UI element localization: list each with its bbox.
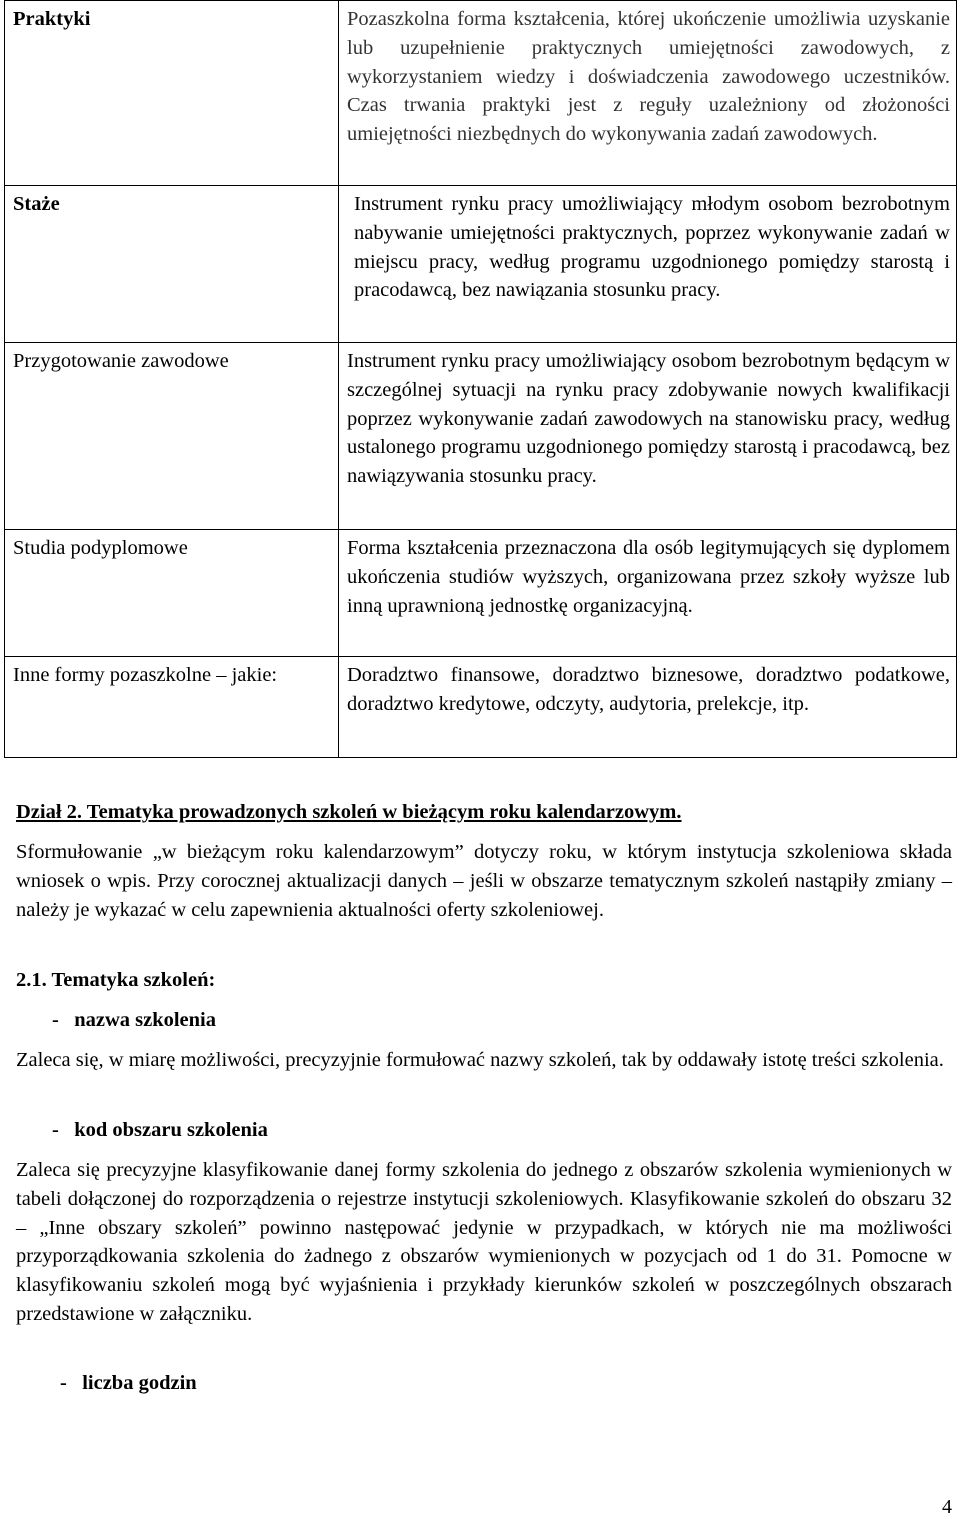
definition-cell: Doradztwo finansowe, doradztwo biznesowe, doradztwo podatkowe, doradztwo kredytowe, odczyty, audytoria, prelekcje, itp. bbox=[339, 657, 957, 758]
section-heading: Dział 2. Tematyka prowadzonych szkoleń w bieżącym roku kalendarzowym. bbox=[16, 801, 682, 823]
paragraph-nazwa: Zaleca się, w miarę możliwości, precyzyjnie formułować nazwy szkoleń, tak by oddawały istotę treści szkolenia. bbox=[16, 1049, 944, 1071]
definition-cell: Forma kształcenia przeznaczona dla osób legitymujących się dyplomem ukończenia studiów wyższych, organizowana przez szkoły wyższe lub inną uprawnioną jednostkę organizacyjną. bbox=[339, 530, 957, 657]
table-row bbox=[5, 186, 957, 343]
term-cell: Studia podyplomowe bbox=[5, 530, 339, 657]
definition-cell: Pozaszkolna forma kształcenia, której ukończenie umożliwia uzyskanie lub uzupełnienie praktycznych umiejętności zawodowych, z wykorzystaniem wiedzy i doświadczenia zawodowego uczestników. Czas trwania praktyki jest z reguły uzależniony od złożoności umiejętności niezbędnych do wykonywania zadań zawodowych. bbox=[339, 1, 957, 186]
definitions-table bbox=[4, 0, 957, 758]
definition-cell: Instrument rynku pracy umożliwiający osobom bezrobotnym będącym w szczególnej sytuacji na rynku pracy zdobywanie nowych kwalifikacji poprzez wykonywanie zadań zawodowych na stanowisku pracy, według ustalonego programu uzgodnionego pomiędzy starostą i pracodawcą, bez nawiązywania stosunku pracy. bbox=[339, 343, 957, 530]
table-row bbox=[5, 1, 957, 186]
definition-cell: Instrument rynku pracy umożliwiający młodym osobom bezrobotnym nabywanie umiejętności praktycznych, poprzez wykonywanie zadań w miejscu pracy, według programu uzgodnionego pomiędzy starostą i pracodawcą, bez nawiązania stosunku pracy. bbox=[339, 186, 957, 343]
term-cell: Staże bbox=[5, 186, 339, 343]
bullet-liczba-godzin: - liczba godzin bbox=[60, 1372, 197, 1394]
page-number: 4 bbox=[942, 1496, 952, 1518]
term-cell: Inne formy pozaszkolne – jakie: bbox=[5, 657, 339, 758]
subsection-heading: 2.1. Tematyka szkoleń: bbox=[16, 969, 216, 991]
bullet-kod-obszaru: - kod obszaru szkolenia bbox=[52, 1119, 268, 1141]
term-cell: Przygotowanie zawodowe bbox=[5, 343, 339, 530]
term-cell: Praktyki bbox=[5, 1, 339, 186]
table-row bbox=[5, 343, 957, 530]
section-intro: Sformułowanie „w bieżącym roku kalendarzowym” dotyczy roku, w którym instytucja szkoleniowa składa wniosek o wpis. Przy corocznej aktualizacji danych – jeśli w obszarze tematycznym szkoleń nastąpiły zmiany – należy je wykazać w celu zapewnienia aktualności oferty szkoleniowej. bbox=[16, 841, 952, 921]
bullet-nazwa-szkolenia: - nazwa szkolenia bbox=[52, 1009, 216, 1031]
table-row bbox=[5, 530, 957, 657]
table-row bbox=[5, 657, 957, 758]
paragraph-kod-obszaru: Zaleca się precyzyjne klasyfikowanie danej formy szkolenia do jednego z obszarów szkolenia wymienionych w tabeli dołączonej do rozporządzenia o rejestrze instytucji szkoleniowych. Klasyfikowanie szkoleń do obszaru 32 – „Inne obszary szkoleń” powinno następować jedynie w przypadkach, w których nie ma możliwości przyporządkowania szkolenia do żadnego z obszarów wymienionych w pozycjach od 1 do 31. Pomocne w klasyfikowaniu szkoleń mogą być wyjaśnienia i przykłady kierunków szkoleń w poszczególnych obszarach przedstawione w załączniku. bbox=[16, 1159, 952, 1325]
